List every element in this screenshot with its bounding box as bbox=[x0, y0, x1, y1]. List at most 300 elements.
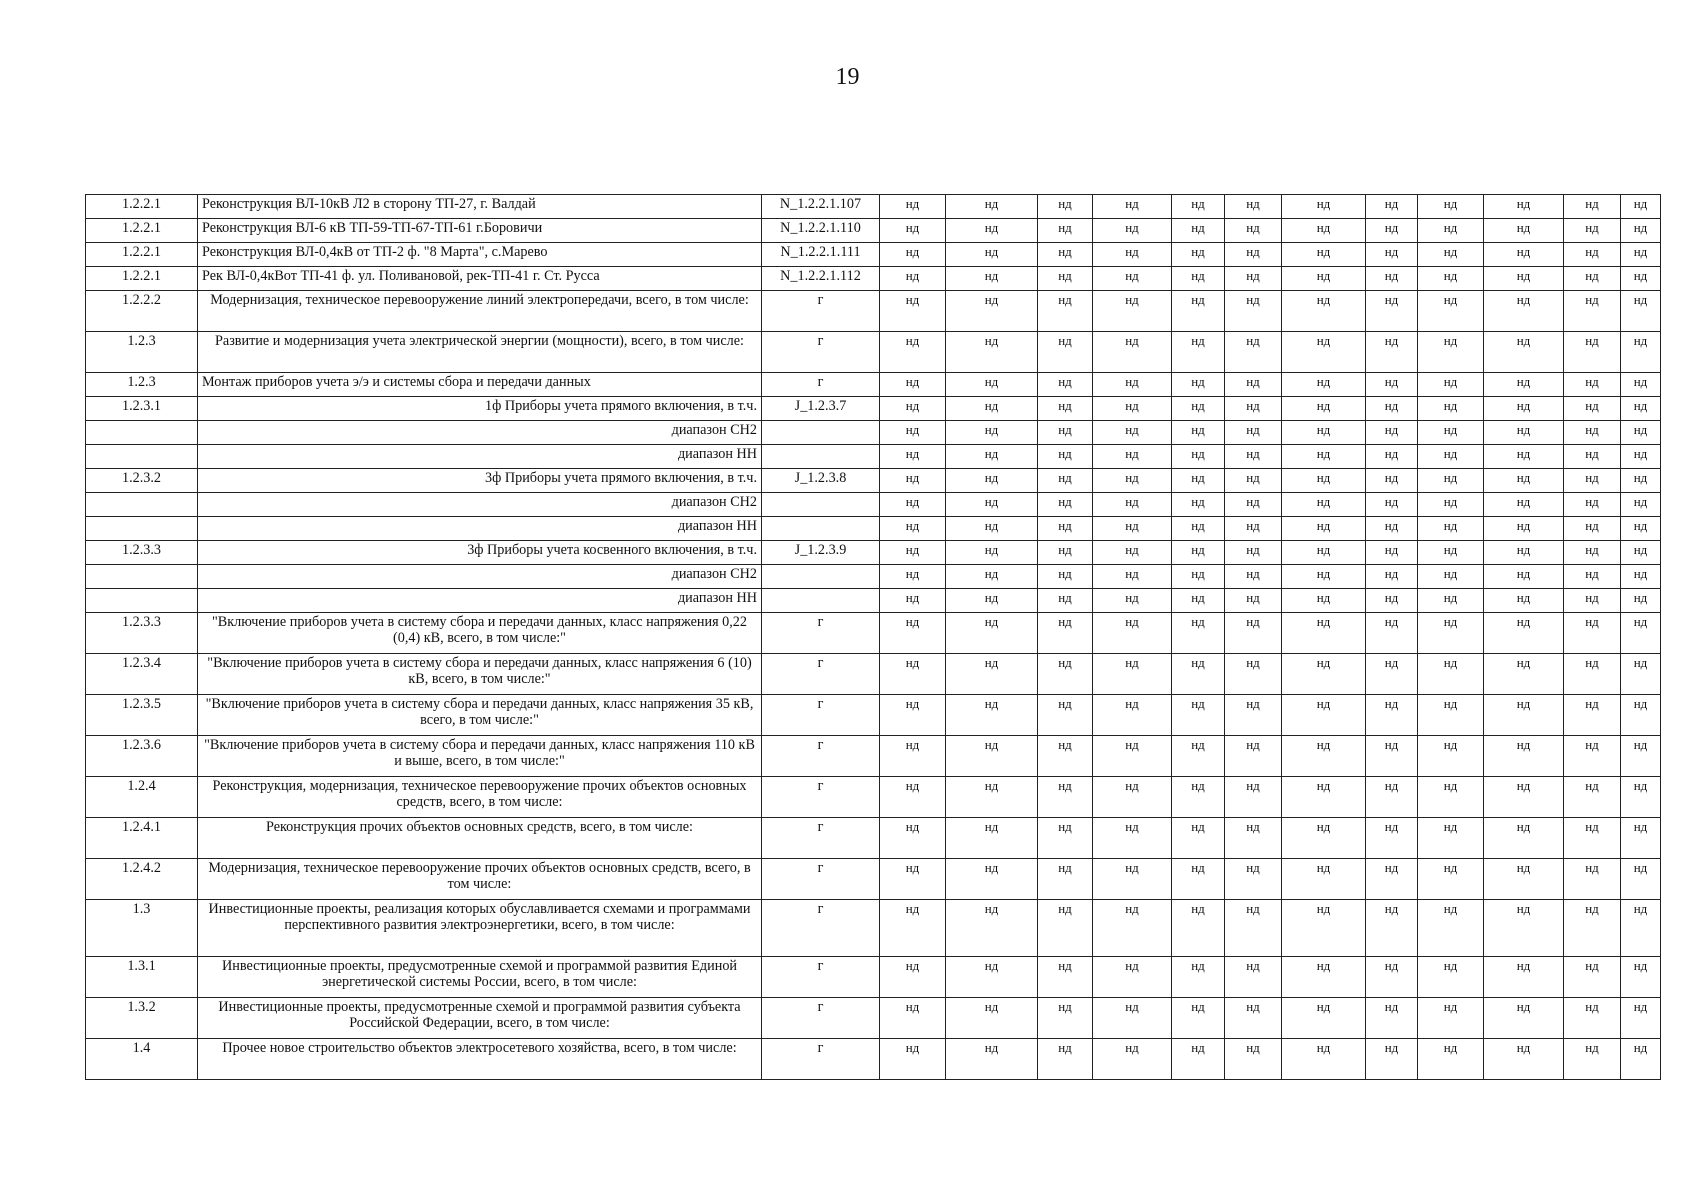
nd-cell: нд bbox=[880, 736, 946, 777]
nd-cell: нд bbox=[1172, 695, 1225, 736]
nd-cell: нд bbox=[1621, 291, 1661, 332]
nd-cell: нд bbox=[1172, 291, 1225, 332]
nd-cell: нд bbox=[1282, 818, 1366, 859]
nd-cell: нд bbox=[1093, 267, 1172, 291]
nd-cell: нд bbox=[1621, 613, 1661, 654]
nd-cell: нд bbox=[946, 373, 1038, 397]
row-number bbox=[86, 445, 198, 469]
nd-cell: нд bbox=[1038, 517, 1093, 541]
nd-cell: нд bbox=[1366, 493, 1418, 517]
nd-cell: нд bbox=[1172, 613, 1225, 654]
nd-cell: нд bbox=[1225, 469, 1282, 493]
nd-cell: нд bbox=[946, 397, 1038, 421]
nd-cell: нд bbox=[1621, 195, 1661, 219]
nd-cell: нд bbox=[1093, 565, 1172, 589]
nd-cell: нд bbox=[1038, 695, 1093, 736]
nd-cell: нд bbox=[946, 1039, 1038, 1080]
nd-cell: нд bbox=[1564, 1039, 1621, 1080]
nd-cell: нд bbox=[880, 541, 946, 565]
nd-cell: нд bbox=[1282, 654, 1366, 695]
nd-cell: нд bbox=[1484, 219, 1564, 243]
nd-cell: нд bbox=[1621, 1039, 1661, 1080]
table-row bbox=[86, 219, 1661, 243]
nd-cell: нд bbox=[1564, 397, 1621, 421]
table-row bbox=[86, 957, 1661, 998]
nd-cell: нд bbox=[1564, 517, 1621, 541]
nd-cell: нд bbox=[1418, 469, 1484, 493]
nd-cell: нд bbox=[1366, 291, 1418, 332]
nd-cell: нд bbox=[1038, 219, 1093, 243]
nd-cell: нд bbox=[1093, 373, 1172, 397]
nd-cell: нд bbox=[1366, 859, 1418, 900]
nd-cell: нд bbox=[1282, 243, 1366, 267]
row-number: 1.2.2.1 bbox=[86, 195, 198, 219]
nd-cell: нд bbox=[1225, 291, 1282, 332]
nd-cell: нд bbox=[1093, 998, 1172, 1039]
nd-cell: нд bbox=[1172, 469, 1225, 493]
row-code bbox=[762, 589, 880, 613]
row-title: "Включение приборов учета в систему сбора и передачи данных, класс напряжения 35 кВ, всего, в том числе:" bbox=[198, 695, 762, 736]
nd-cell: нд bbox=[1282, 445, 1366, 469]
nd-cell: нд bbox=[1093, 517, 1172, 541]
nd-cell: нд bbox=[1225, 517, 1282, 541]
nd-cell: нд bbox=[880, 291, 946, 332]
nd-cell: нд bbox=[946, 243, 1038, 267]
nd-cell: нд bbox=[1038, 589, 1093, 613]
nd-cell: нд bbox=[1093, 541, 1172, 565]
nd-cell: нд bbox=[1621, 332, 1661, 373]
table-row bbox=[86, 493, 1661, 517]
nd-cell: нд bbox=[880, 695, 946, 736]
nd-cell: нд bbox=[1366, 613, 1418, 654]
nd-cell: нд bbox=[1366, 900, 1418, 957]
nd-cell: нд bbox=[1366, 1039, 1418, 1080]
nd-cell: нд bbox=[1484, 291, 1564, 332]
table-row bbox=[86, 565, 1661, 589]
nd-cell: нд bbox=[1282, 291, 1366, 332]
nd-cell: нд bbox=[1093, 613, 1172, 654]
row-title: Рек ВЛ-0,4кВот ТП-41 ф. ул. Поливановой, рек-ТП-41 г. Ст. Русса bbox=[198, 267, 762, 291]
row-title: диапазон СН2 bbox=[198, 493, 762, 517]
nd-cell: нд bbox=[1484, 565, 1564, 589]
nd-cell: нд bbox=[1225, 998, 1282, 1039]
nd-cell: нд bbox=[1093, 219, 1172, 243]
nd-cell: нд bbox=[1282, 332, 1366, 373]
nd-cell: нд bbox=[1282, 541, 1366, 565]
table-row bbox=[86, 736, 1661, 777]
row-title: диапазон НН bbox=[198, 589, 762, 613]
table-row bbox=[86, 421, 1661, 445]
nd-cell: нд bbox=[1418, 818, 1484, 859]
nd-cell: нд bbox=[1038, 195, 1093, 219]
nd-cell: нд bbox=[1621, 243, 1661, 267]
nd-cell: нд bbox=[1225, 397, 1282, 421]
table-row bbox=[86, 613, 1661, 654]
nd-cell: нд bbox=[1484, 332, 1564, 373]
nd-cell: нд bbox=[1366, 998, 1418, 1039]
nd-cell: нд bbox=[1038, 818, 1093, 859]
nd-cell: нд bbox=[1172, 818, 1225, 859]
nd-cell: нд bbox=[1621, 818, 1661, 859]
nd-cell: нд bbox=[1282, 859, 1366, 900]
nd-cell: нд bbox=[1484, 541, 1564, 565]
row-number bbox=[86, 517, 198, 541]
row-code: г bbox=[762, 373, 880, 397]
nd-cell: нд bbox=[1621, 469, 1661, 493]
row-title: диапазон НН bbox=[198, 445, 762, 469]
nd-cell: нд bbox=[1282, 195, 1366, 219]
nd-cell: нд bbox=[1038, 777, 1093, 818]
row-title: Модернизация, техническое перевооружение линий электропередачи, всего, в том числе: bbox=[198, 291, 762, 332]
nd-cell: нд bbox=[1093, 654, 1172, 695]
nd-cell: нд bbox=[946, 777, 1038, 818]
table-row bbox=[86, 517, 1661, 541]
nd-cell: нд bbox=[1564, 565, 1621, 589]
nd-cell: нд bbox=[880, 1039, 946, 1080]
nd-cell: нд bbox=[1484, 397, 1564, 421]
row-title: 3ф Приборы учета прямого включения, в т.ч. bbox=[198, 469, 762, 493]
nd-cell: нд bbox=[1621, 397, 1661, 421]
nd-cell: нд bbox=[1225, 654, 1282, 695]
row-number: 1.2.4 bbox=[86, 777, 198, 818]
row-title: Монтаж приборов учета э/э и системы сбора и передачи данных bbox=[198, 373, 762, 397]
nd-cell: нд bbox=[1172, 1039, 1225, 1080]
nd-cell: нд bbox=[1621, 900, 1661, 957]
row-number: 1.4 bbox=[86, 1039, 198, 1080]
nd-cell: нд bbox=[1564, 469, 1621, 493]
nd-cell: нд bbox=[1484, 859, 1564, 900]
nd-cell: нд bbox=[1282, 900, 1366, 957]
row-number: 1.2.3.3 bbox=[86, 541, 198, 565]
nd-cell: нд bbox=[1484, 493, 1564, 517]
nd-cell: нд bbox=[1621, 654, 1661, 695]
nd-cell: нд bbox=[1484, 998, 1564, 1039]
table-row bbox=[86, 445, 1661, 469]
table-row bbox=[86, 195, 1661, 219]
nd-cell: нд bbox=[1172, 589, 1225, 613]
nd-cell: нд bbox=[880, 998, 946, 1039]
nd-cell: нд bbox=[880, 267, 946, 291]
row-code: г bbox=[762, 736, 880, 777]
row-number: 1.3.2 bbox=[86, 998, 198, 1039]
nd-cell: нд bbox=[1484, 195, 1564, 219]
nd-cell: нд bbox=[1225, 818, 1282, 859]
nd-cell: нд bbox=[946, 818, 1038, 859]
row-number: 1.2.2.1 bbox=[86, 243, 198, 267]
row-number: 1.2.3.6 bbox=[86, 736, 198, 777]
nd-cell: нд bbox=[946, 695, 1038, 736]
row-title: Модернизация, техническое перевооружение прочих объектов основных средств, всего, в том числе: bbox=[198, 859, 762, 900]
nd-cell: нд bbox=[1564, 736, 1621, 777]
nd-cell: нд bbox=[946, 859, 1038, 900]
nd-cell: нд bbox=[946, 998, 1038, 1039]
row-code: г bbox=[762, 777, 880, 818]
table-row bbox=[86, 243, 1661, 267]
nd-cell: нд bbox=[1621, 445, 1661, 469]
nd-cell: нд bbox=[1621, 517, 1661, 541]
nd-cell: нд bbox=[1038, 243, 1093, 267]
nd-cell: нд bbox=[1038, 493, 1093, 517]
nd-cell: нд bbox=[880, 517, 946, 541]
row-code: г bbox=[762, 957, 880, 998]
nd-cell: нд bbox=[1225, 589, 1282, 613]
nd-cell: нд bbox=[1225, 613, 1282, 654]
nd-cell: нд bbox=[1418, 900, 1484, 957]
nd-cell: нд bbox=[1621, 493, 1661, 517]
nd-cell: нд bbox=[1093, 291, 1172, 332]
nd-cell: нд bbox=[1225, 421, 1282, 445]
nd-cell: нд bbox=[1038, 859, 1093, 900]
nd-cell: нд bbox=[1172, 998, 1225, 1039]
nd-cell: нд bbox=[880, 493, 946, 517]
nd-cell: нд bbox=[1225, 565, 1282, 589]
nd-cell: нд bbox=[1418, 517, 1484, 541]
nd-cell: нд bbox=[1564, 818, 1621, 859]
nd-cell: нд bbox=[1093, 736, 1172, 777]
nd-cell: нд bbox=[880, 243, 946, 267]
nd-cell: нд bbox=[1418, 541, 1484, 565]
nd-cell: нд bbox=[1225, 373, 1282, 397]
nd-cell: нд bbox=[1093, 1039, 1172, 1080]
nd-cell: нд bbox=[1564, 291, 1621, 332]
nd-cell: нд bbox=[1621, 373, 1661, 397]
nd-cell: нд bbox=[1564, 613, 1621, 654]
row-code: N_1.2.2.1.107 bbox=[762, 195, 880, 219]
nd-cell: нд bbox=[1366, 654, 1418, 695]
nd-cell: нд bbox=[1564, 267, 1621, 291]
nd-cell: нд bbox=[880, 589, 946, 613]
nd-cell: нд bbox=[1038, 565, 1093, 589]
nd-cell: нд bbox=[1366, 565, 1418, 589]
nd-cell: нд bbox=[1225, 900, 1282, 957]
nd-cell: нд bbox=[1093, 243, 1172, 267]
row-title: "Включение приборов учета в систему сбора и передачи данных, класс напряжения 6 (10) кВ, всего, в том числе:" bbox=[198, 654, 762, 695]
nd-cell: нд bbox=[1418, 195, 1484, 219]
row-number: 1.2.4.1 bbox=[86, 818, 198, 859]
nd-cell: нд bbox=[946, 957, 1038, 998]
nd-cell: нд bbox=[1564, 654, 1621, 695]
nd-cell: нд bbox=[880, 219, 946, 243]
nd-cell: нд bbox=[946, 541, 1038, 565]
row-title: Реконструкция прочих объектов основных средств, всего, в том числе: bbox=[198, 818, 762, 859]
nd-cell: нд bbox=[1418, 421, 1484, 445]
nd-cell: нд bbox=[1282, 565, 1366, 589]
nd-cell: нд bbox=[946, 421, 1038, 445]
nd-cell: нд bbox=[1621, 219, 1661, 243]
table-row bbox=[86, 291, 1661, 332]
nd-cell: нд bbox=[1282, 517, 1366, 541]
nd-cell: нд bbox=[880, 332, 946, 373]
nd-cell: нд bbox=[1038, 445, 1093, 469]
nd-cell: нд bbox=[1225, 219, 1282, 243]
nd-cell: нд bbox=[1225, 957, 1282, 998]
nd-cell: нд bbox=[1038, 613, 1093, 654]
nd-cell: нд bbox=[1366, 818, 1418, 859]
nd-cell: нд bbox=[880, 195, 946, 219]
table-row bbox=[86, 541, 1661, 565]
nd-cell: нд bbox=[880, 469, 946, 493]
nd-cell: нд bbox=[946, 469, 1038, 493]
nd-cell: нд bbox=[1484, 1039, 1564, 1080]
nd-cell: нд bbox=[1484, 777, 1564, 818]
row-code: г bbox=[762, 291, 880, 332]
nd-cell: нд bbox=[1282, 421, 1366, 445]
nd-cell: нд bbox=[1172, 777, 1225, 818]
row-code: г bbox=[762, 900, 880, 957]
nd-cell: нд bbox=[1172, 517, 1225, 541]
nd-cell: нд bbox=[1093, 859, 1172, 900]
nd-cell: нд bbox=[880, 397, 946, 421]
nd-cell: нд bbox=[1418, 777, 1484, 818]
nd-cell: нд bbox=[1418, 1039, 1484, 1080]
nd-cell: нд bbox=[1282, 397, 1366, 421]
nd-cell: нд bbox=[1366, 957, 1418, 998]
nd-cell: нд bbox=[1038, 736, 1093, 777]
nd-cell: нд bbox=[1418, 397, 1484, 421]
nd-cell: нд bbox=[1621, 421, 1661, 445]
table-row bbox=[86, 267, 1661, 291]
nd-cell: нд bbox=[1038, 291, 1093, 332]
nd-cell: нд bbox=[946, 219, 1038, 243]
table-row bbox=[86, 589, 1661, 613]
nd-cell: нд bbox=[1484, 613, 1564, 654]
nd-cell: нд bbox=[1282, 777, 1366, 818]
row-code: J_1.2.3.8 bbox=[762, 469, 880, 493]
nd-cell: нд bbox=[1038, 1039, 1093, 1080]
nd-cell: нд bbox=[946, 267, 1038, 291]
nd-cell: нд bbox=[1225, 267, 1282, 291]
nd-cell: нд bbox=[1564, 421, 1621, 445]
nd-cell: нд bbox=[1282, 1039, 1366, 1080]
nd-cell: нд bbox=[1282, 957, 1366, 998]
row-title: Реконструкция, модернизация, техническое перевооружение прочих объектов основных средств, всего, в том числе: bbox=[198, 777, 762, 818]
nd-cell: нд bbox=[1093, 195, 1172, 219]
nd-cell: нд bbox=[1418, 654, 1484, 695]
row-title: диапазон СН2 bbox=[198, 565, 762, 589]
row-title: "Включение приборов учета в систему сбора и передачи данных, класс напряжения 110 кВ и выше, всего, в том числе:" bbox=[198, 736, 762, 777]
row-number: 1.2.3.4 bbox=[86, 654, 198, 695]
nd-cell: нд bbox=[1484, 900, 1564, 957]
nd-cell: нд bbox=[1366, 469, 1418, 493]
table-row bbox=[86, 397, 1661, 421]
row-title: "Включение приборов учета в систему сбора и передачи данных, класс напряжения 0,22 (0,4) кВ, всего, в том числе:" bbox=[198, 613, 762, 654]
row-number: 1.2.3.3 bbox=[86, 613, 198, 654]
nd-cell: нд bbox=[1366, 219, 1418, 243]
nd-cell: нд bbox=[1282, 267, 1366, 291]
nd-cell: нд bbox=[1093, 957, 1172, 998]
nd-cell: нд bbox=[1225, 859, 1282, 900]
nd-cell: нд bbox=[1484, 267, 1564, 291]
nd-cell: нд bbox=[1282, 736, 1366, 777]
nd-cell: нд bbox=[1418, 373, 1484, 397]
nd-cell: нд bbox=[1172, 267, 1225, 291]
nd-cell: нд bbox=[1484, 695, 1564, 736]
investment-table bbox=[85, 194, 1661, 1080]
table-row bbox=[86, 900, 1661, 957]
nd-cell: нд bbox=[1564, 445, 1621, 469]
nd-cell: нд bbox=[1621, 998, 1661, 1039]
nd-cell: нд bbox=[1366, 589, 1418, 613]
nd-cell: нд bbox=[1621, 541, 1661, 565]
row-number bbox=[86, 565, 198, 589]
nd-cell: нд bbox=[1172, 957, 1225, 998]
nd-cell: нд bbox=[1484, 517, 1564, 541]
nd-cell: нд bbox=[946, 517, 1038, 541]
nd-cell: нд bbox=[1418, 291, 1484, 332]
nd-cell: нд bbox=[880, 373, 946, 397]
nd-cell: нд bbox=[1564, 589, 1621, 613]
nd-cell: нд bbox=[1484, 957, 1564, 998]
nd-cell: нд bbox=[1282, 373, 1366, 397]
nd-cell: нд bbox=[1418, 565, 1484, 589]
nd-cell: нд bbox=[946, 589, 1038, 613]
nd-cell: нд bbox=[1418, 445, 1484, 469]
row-title: Прочее новое строительство объектов электросетевого хозяйства, всего, в том числе: bbox=[198, 1039, 762, 1080]
nd-cell: нд bbox=[1172, 565, 1225, 589]
nd-cell: нд bbox=[880, 421, 946, 445]
nd-cell: нд bbox=[1418, 957, 1484, 998]
nd-cell: нд bbox=[1418, 695, 1484, 736]
row-number: 1.2.3 bbox=[86, 373, 198, 397]
nd-cell: нд bbox=[1038, 373, 1093, 397]
nd-cell: нд bbox=[1366, 695, 1418, 736]
nd-cell: нд bbox=[1225, 777, 1282, 818]
nd-cell: нд bbox=[1038, 541, 1093, 565]
nd-cell: нд bbox=[880, 900, 946, 957]
row-code: г bbox=[762, 1039, 880, 1080]
row-title: 1ф Приборы учета прямого включения, в т.ч. bbox=[198, 397, 762, 421]
nd-cell: нд bbox=[1418, 613, 1484, 654]
nd-cell: нд bbox=[1038, 469, 1093, 493]
nd-cell: нд bbox=[1172, 219, 1225, 243]
nd-cell: нд bbox=[1172, 421, 1225, 445]
nd-cell: нд bbox=[1564, 493, 1621, 517]
row-code bbox=[762, 493, 880, 517]
row-number: 1.2.2.1 bbox=[86, 267, 198, 291]
row-code bbox=[762, 565, 880, 589]
row-code: г bbox=[762, 818, 880, 859]
nd-cell: нд bbox=[1093, 695, 1172, 736]
nd-cell: нд bbox=[1418, 736, 1484, 777]
nd-cell: нд bbox=[1621, 565, 1661, 589]
nd-cell: нд bbox=[1038, 421, 1093, 445]
nd-cell: нд bbox=[1282, 695, 1366, 736]
nd-cell: нд bbox=[1093, 493, 1172, 517]
nd-cell: нд bbox=[1038, 654, 1093, 695]
row-title: диапазон СН2 bbox=[198, 421, 762, 445]
nd-cell: нд bbox=[1484, 421, 1564, 445]
nd-cell: нд bbox=[1484, 736, 1564, 777]
nd-cell: нд bbox=[1172, 736, 1225, 777]
row-number: 1.2.3 bbox=[86, 332, 198, 373]
nd-cell: нд bbox=[1621, 859, 1661, 900]
nd-cell: нд bbox=[1282, 998, 1366, 1039]
nd-cell: нд bbox=[946, 195, 1038, 219]
nd-cell: нд bbox=[1172, 243, 1225, 267]
table-row bbox=[86, 332, 1661, 373]
nd-cell: нд bbox=[1038, 397, 1093, 421]
row-title: Инвестиционные проекты, реализация которых обуславливается схемами и программами перспективного развития электроэнергетики, всего, в том числе: bbox=[198, 900, 762, 957]
nd-cell: нд bbox=[1366, 243, 1418, 267]
nd-cell: нд bbox=[1282, 493, 1366, 517]
nd-cell: нд bbox=[1093, 421, 1172, 445]
nd-cell: нд bbox=[1621, 957, 1661, 998]
nd-cell: нд bbox=[1172, 332, 1225, 373]
nd-cell: нд bbox=[1225, 736, 1282, 777]
nd-cell: нд bbox=[1418, 859, 1484, 900]
row-code: г bbox=[762, 859, 880, 900]
nd-cell: нд bbox=[1366, 445, 1418, 469]
